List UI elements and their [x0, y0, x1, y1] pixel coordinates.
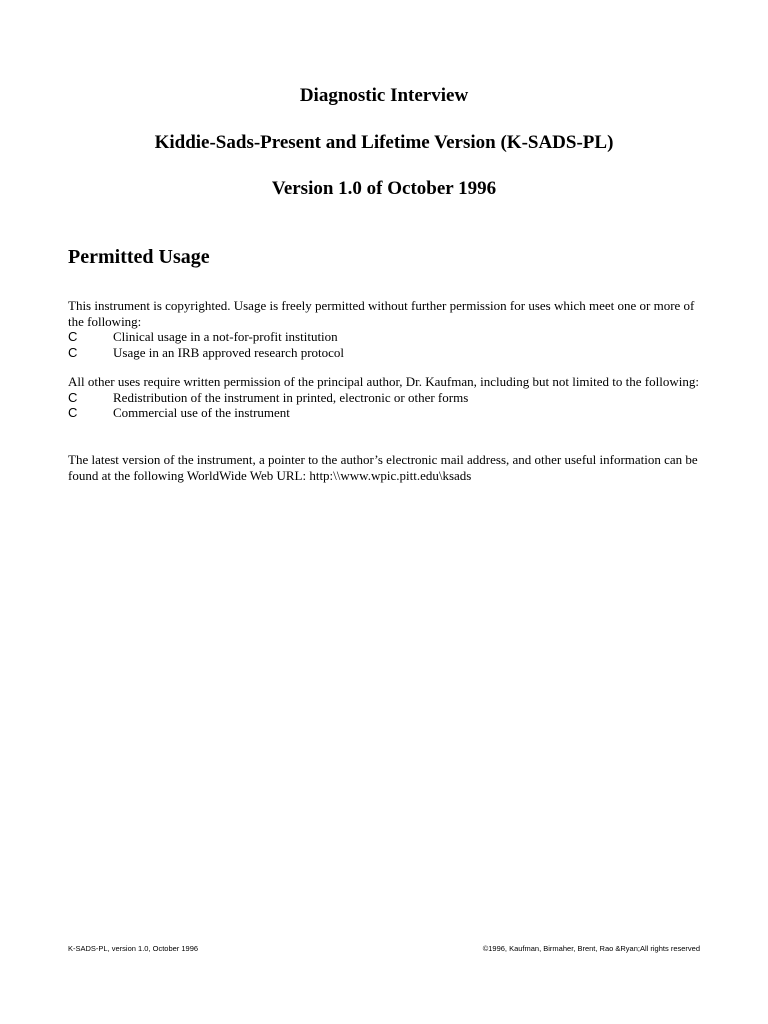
section-heading-permitted-usage: Permitted Usage	[68, 246, 210, 268]
bullet-text: Clinical usage in a not-for-profit institution	[113, 329, 338, 344]
list-item	[68, 345, 708, 361]
document-title: Diagnostic Interview	[299, 85, 469, 106]
bullet-mark: C	[68, 344, 78, 360]
restricted-paragraph: All other uses require written permission of the principal author, Dr. Kaufman, including but not limited to the following:	[68, 374, 699, 389]
latest-version-block	[68, 452, 708, 483]
footer-left: K-SADS-PL, version 1.0, October 1996	[68, 944, 199, 953]
list-item	[68, 405, 708, 421]
document-version: Version 1.0 of October 1996	[271, 178, 497, 199]
document-subtitle: Kiddie-Sads-Present and Lifetime Version (K-SADS-PL)	[154, 132, 614, 153]
latest-version-paragraph: The latest version of the instrument, a pointer to the author’s electronic mail address, and other useful information can be found at the following WorldWide Web URL: http:\\www.wpic.pitt.edu\ksads	[68, 452, 698, 483]
list-item	[68, 390, 708, 406]
list-item	[68, 329, 708, 345]
bullet-mark: C	[68, 329, 78, 344]
footer-right: ©1996, Kaufman, Birmaher, Brent, Rao &Ryan;All rights reserved	[482, 944, 700, 953]
permitted-usage-block	[68, 298, 708, 360]
restricted-usage-block	[68, 374, 708, 421]
bullet-text: Redistribution of the instrument in printed, electronic or other forms	[113, 389, 469, 405]
bullet-mark: C	[68, 389, 78, 405]
intro-paragraph: This instrument is copyrighted. Usage is freely permitted without further permission for uses which meet one or more of the following:	[68, 298, 695, 329]
bullet-text: Commercial use of the instrument	[113, 405, 290, 420]
bullet-mark: C	[68, 405, 78, 420]
bullet-text: Usage in an IRB approved research protocol	[113, 344, 345, 360]
